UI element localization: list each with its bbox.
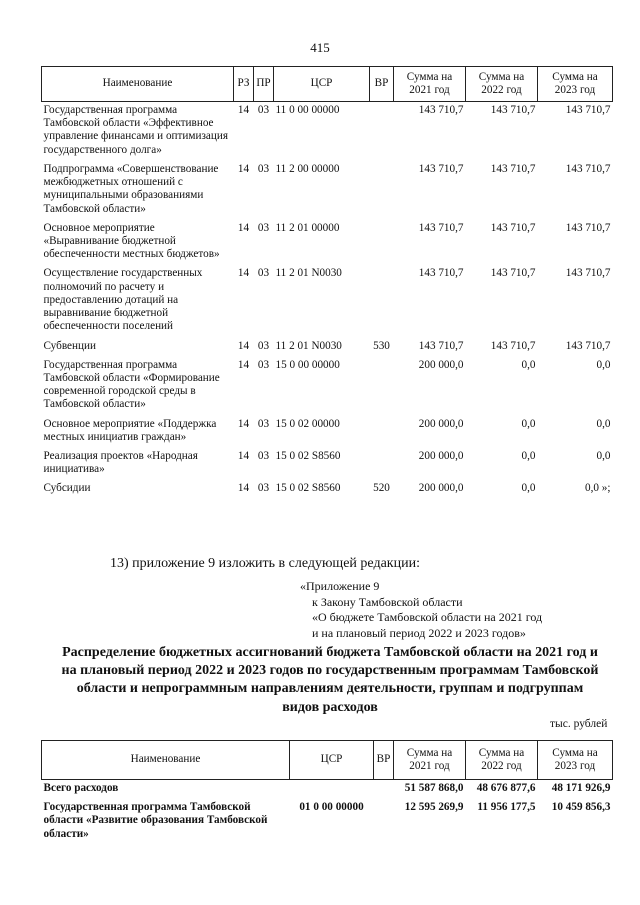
- row-2021: 200 000,0: [418, 417, 464, 430]
- row-rz: 14: [237, 450, 250, 463]
- row-vr: [370, 357, 394, 416]
- row-csr: 11 2 01 N0030: [275, 339, 342, 352]
- col-header-csr: ЦСР: [290, 741, 374, 780]
- row-2021: 12 595 269,9: [404, 801, 464, 814]
- table-row: [42, 799, 613, 845]
- page-number: 415: [310, 40, 330, 55]
- row-csr: 15 0 02 S8560: [275, 450, 341, 463]
- col-header-2022: Сумма на 2022 год: [466, 67, 538, 102]
- row-vr: 530: [373, 339, 390, 352]
- row-2022: 143 710,7: [490, 221, 536, 234]
- col-header-csr: ЦСР: [274, 67, 370, 102]
- row-rz: 14: [237, 162, 250, 175]
- row-pr: 03: [257, 450, 270, 463]
- row-2023: 10 459 856,3: [551, 801, 611, 814]
- col-header-name: Наименование: [42, 67, 234, 102]
- table-row: [42, 357, 613, 416]
- table1-header-row: [42, 67, 613, 102]
- appendix-line: к Закону Тамбовской области: [312, 594, 463, 609]
- row-csr: [290, 780, 374, 800]
- row-2022: 143 710,7: [490, 267, 536, 280]
- row-pr: 03: [257, 482, 270, 495]
- row-csr: 15 0 02 S8560: [275, 482, 341, 495]
- row-csr: 11 2 01 N0030: [275, 267, 342, 280]
- row-2022: 0,0: [521, 417, 536, 430]
- row-pr: 03: [257, 339, 270, 352]
- row-vr: [370, 220, 394, 266]
- row-vr: [374, 799, 394, 845]
- row-2021: 143 710,7: [418, 339, 464, 352]
- row-rz: 14: [237, 267, 250, 280]
- row-pr: 03: [257, 221, 270, 234]
- row-name: Субвенции: [43, 339, 96, 352]
- row-vr: [370, 448, 394, 480]
- row-name: Государственная программа Тамбовской области «Эффективное управление финансами и оптимизация государственного долга»: [43, 104, 228, 156]
- row-pr: 03: [257, 267, 270, 280]
- row-name: Основное мероприятие «Выравнивание бюджетной обеспеченности местных бюджетов»: [43, 221, 220, 261]
- col-header-name: Наименование: [42, 741, 290, 780]
- row-csr: 01 0 00 00000: [299, 801, 364, 814]
- row-name: Субсидии: [43, 482, 91, 495]
- row-pr: 03: [257, 417, 270, 430]
- row-2023: 143 710,7: [565, 267, 611, 280]
- row-2021: 200 000,0: [418, 450, 464, 463]
- table-row: [42, 102, 613, 161]
- table-row: [42, 161, 613, 220]
- row-vr: [370, 265, 394, 337]
- row-2021: 143 710,7: [418, 267, 464, 280]
- row-2023: 143 710,7: [565, 162, 611, 175]
- row-name: Осуществление государственных полномочий по расчету и предоставлению дотаций на выравнивание бюджетной обеспеченности поселений: [43, 267, 203, 333]
- row-2021: 143 710,7: [418, 104, 464, 116]
- row-vr: 520: [373, 482, 390, 495]
- table-row: [42, 220, 613, 266]
- table-row: [42, 480, 613, 499]
- row-vr: [374, 780, 394, 800]
- appendix-header: [300, 579, 542, 641]
- row-2023: 0,0: [596, 450, 611, 463]
- table-row: [42, 265, 613, 337]
- row-2022: 143 710,7: [490, 162, 536, 175]
- row-pr: 03: [257, 162, 270, 175]
- row-2023: 0,0: [596, 417, 611, 430]
- appendix-line: «Приложение 9: [300, 579, 380, 593]
- amendment-line: 13) приложение 9 изложить в следующей редакции:: [110, 556, 420, 571]
- row-csr: 11 2 01 00000: [275, 221, 340, 234]
- row-rz: 14: [237, 358, 250, 371]
- row-rz: 14: [237, 221, 250, 234]
- appendix-line: и на плановый период 2022 и 2023 годов»: [312, 625, 526, 640]
- row-2021: 143 710,7: [418, 162, 464, 175]
- row-csr: 11 2 00 00000: [275, 162, 340, 175]
- row-name: Государственная программа Тамбовской области «Развитие образования Тамбовской области»: [43, 801, 268, 840]
- row-2022: 0,0: [521, 450, 536, 463]
- col-header-vr: ВР: [370, 67, 394, 102]
- units-label: тыс. рублей: [550, 718, 608, 730]
- table-row: [42, 338, 613, 357]
- row-2021: 200 000,0: [418, 482, 464, 495]
- col-header-2023: Сумма на 2023 год: [538, 67, 613, 102]
- table-row: [42, 448, 613, 480]
- row-2021: 51 587 868,0: [404, 782, 464, 794]
- col-header-rz: РЗ: [234, 67, 254, 102]
- row-pr: 03: [257, 104, 270, 116]
- row-pr: 03: [257, 358, 270, 371]
- row-rz: 14: [237, 104, 250, 116]
- row-csr: 11 0 00 00000: [275, 104, 340, 116]
- row-2023: 143 710,7: [565, 221, 611, 234]
- row-name: Реализация проектов «Народная инициатива»: [43, 450, 198, 476]
- row-vr: [370, 161, 394, 220]
- budget-table-continuation: [41, 66, 613, 500]
- row-name: Государственная программа Тамбовской области «Формирование современной городской среды в Тамбовской области»: [43, 358, 220, 411]
- row-2022: 0,0: [521, 358, 536, 371]
- col-header-pr: ПР: [254, 67, 274, 102]
- budget-distribution-table: [41, 740, 613, 845]
- row-2022: 143 710,7: [490, 104, 536, 116]
- col-header-2021: Сумма на 2021 год: [394, 741, 466, 780]
- row-2023: 48 171 926,9: [551, 782, 611, 794]
- row-2023: 143 710,7: [565, 104, 611, 116]
- row-2021: 143 710,7: [418, 221, 464, 234]
- table2-header-row: [42, 741, 613, 780]
- appendix-line: «О бюджете Тамбовской области на 2021 год: [312, 610, 543, 625]
- col-header-2021: Сумма на 2021 год: [394, 67, 466, 102]
- row-2022: 0,0: [521, 482, 536, 495]
- row-2023: 0,0: [596, 358, 611, 371]
- col-header-vr: ВР: [374, 741, 394, 780]
- row-name: Подпрограмма «Совершенствование межбюджетных отношений с муниципальными образованиями Тамбовской области»: [43, 162, 219, 215]
- document-title: Распределение бюджетных ассигнований бюджета Тамбовской области на 2021 год и на плановый период 2022 и 2023 годов по государственным программам Тамбовской области и непрограммным направлениям деятельности, группам и подгруппам видов расходов: [61, 645, 599, 715]
- table-row: [42, 780, 613, 800]
- table-row: [42, 416, 613, 448]
- row-csr: 15 0 00 00000: [275, 358, 340, 371]
- row-2022: 48 676 877,6: [476, 782, 536, 794]
- row-2023: 0,0 »;: [585, 482, 611, 495]
- row-2022: 11 956 177,5: [477, 801, 536, 814]
- row-2023: 143 710,7: [565, 339, 611, 352]
- row-name: Основное мероприятие «Поддержка местных инициатив граждан»: [43, 417, 217, 443]
- row-2021: 200 000,0: [418, 358, 464, 371]
- row-2022: 143 710,7: [490, 339, 536, 352]
- row-rz: 14: [237, 417, 250, 430]
- row-csr: 15 0 02 00000: [275, 417, 340, 430]
- row-vr: [370, 102, 394, 161]
- col-header-2023: Сумма на 2023 год: [538, 741, 613, 780]
- row-name: Всего расходов: [43, 782, 119, 794]
- row-rz: 14: [237, 339, 250, 352]
- row-vr: [370, 416, 394, 448]
- col-header-2022: Сумма на 2022 год: [466, 741, 538, 780]
- row-rz: 14: [237, 482, 250, 495]
